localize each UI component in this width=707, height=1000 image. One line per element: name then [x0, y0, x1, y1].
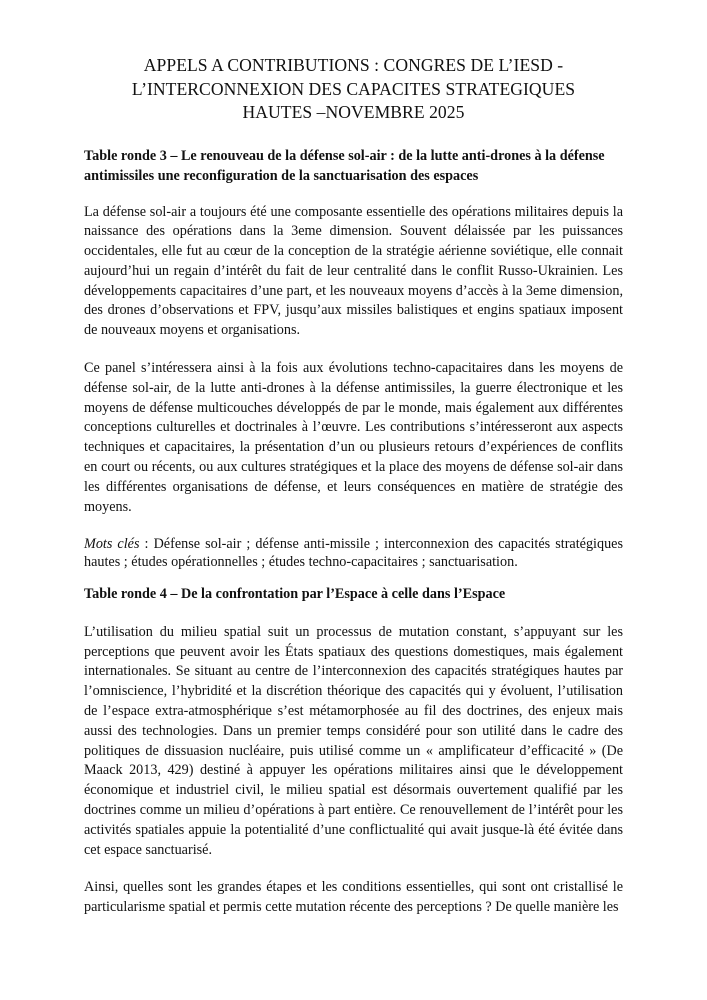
document-page [84, 0, 623, 918]
table-ronde-3-paragraph-1: La défense sol-air a toujours été une composante essentielle des opérations militaires depuis la naissance des opérations dans la 3eme dimension. Souvent délaissée par les puissances occidentales, elle fut au cœur de la conception de la stratégie aérienne soviétique, elle connait aujourd’hui un regain d’intérêt du fait de leur centralité dans le conflit Russo-Ukrainien. Les développements capacitaires d’une part, et les nouveaux moyens d’accès à la 3eme dimension, des drones d’observations et FPV, jusqu’aux missiles balistiques et engins spatiaux imposent de nouveaux moyens et organisations. [84, 203, 623, 339]
table-ronde-3-heading: Table ronde 3 – Le renouveau de la défense sol-air : de la lutte anti-drones à la défense antimissiles une reconfiguration de la sanctuarisation des espaces [84, 147, 605, 184]
table-ronde-4-paragraph-1: L’utilisation du milieu spatial suit un processus de mutation constant, s’appuyant sur les perceptions que peuvent avoir les États spatiaux des questions domestiques, mais également internationales. Se situant au centre de l’interconnexion des capacités stratégiques hautes par l’omniscience, l’hybridité et la discrétion théorique des capacités qui y évoluent, l’utilisation de l’espace extra-atmosphérique s’est métamorphosée au fil des doctrines, des enjeux mais aussi des technologies. Dans un premier temps considéré pour son utilité dans le cadre des politiques de dissuasion nucléaire, puis utilisé comme un « amplificateur d’efficacité » (De Maack 2013, 429) destiné à appuyer les opérations militaires ainsi que le développement économique et industriel civil, le milieu spatial est désormais ouvertement qualifié par les doctrines comme un milieu d’opérations à part entière. Ce renouvellement de l’intérêt pour les activités spatiales appuie la potentialité d’une conflictualité qui avait jusque-là été évitée dans cet espace sanctuarisé. [84, 623, 623, 858]
table-ronde-4-heading: Table ronde 4 – De la confrontation par l’Espace à celle dans l’Espace [84, 585, 506, 602]
section-table-ronde-4 [84, 584, 623, 918]
title-line-3: HAUTES –NOVEMBRE 2025 [242, 102, 465, 122]
table-ronde-3-paragraph-2: Ce panel s’intéressera ainsi à la fois aux évolutions techno-capacitaires dans les moyens de défense sol-air, de la lutte anti-drones à la défense antimissiles, la guerre électronique et les moyens de défense multicouches développés de par le monde, mais également aux différentes conceptions culturelles et doctrinales à l’œuvre. Les contributions s’intéresseront aux aspects techniques et capacitaires, la présentation d’un ou plusieurs retours d’expériences de conflits en court ou récents, ou aux cultures stratégiques et la place des moyens de défense sol-air dans les différentes organisations de défense, et leurs conséquences en matière de stratégie des moyens. [84, 360, 623, 515]
section-table-ronde-3 [84, 146, 623, 571]
document-title [84, 54, 623, 125]
title-line-1: APPELS A CONTRIBUTIONS : CONGRES DE L’IESD - [143, 55, 564, 75]
keywords-text: : Défense sol-air ; défense anti-missile ; interconnexion des capacités stratégiques hautes ; études opérationnelles ; études techno-capacitaires ; sanctuarisation. [84, 536, 624, 570]
title-line-2: L’INTERCONNEXION DES CAPACITES STRATEGIQUES [131, 78, 576, 99]
keywords-label: Mots clés [84, 536, 140, 553]
table-ronde-3-keywords [84, 536, 623, 570]
table-ronde-4-paragraph-2: Ainsi, quelles sont les grandes étapes et les conditions essentielles, qui sont ont cristallisé le particularisme spatial et permis cette mutation récente des perceptions ? De quelle manière les [84, 879, 623, 916]
